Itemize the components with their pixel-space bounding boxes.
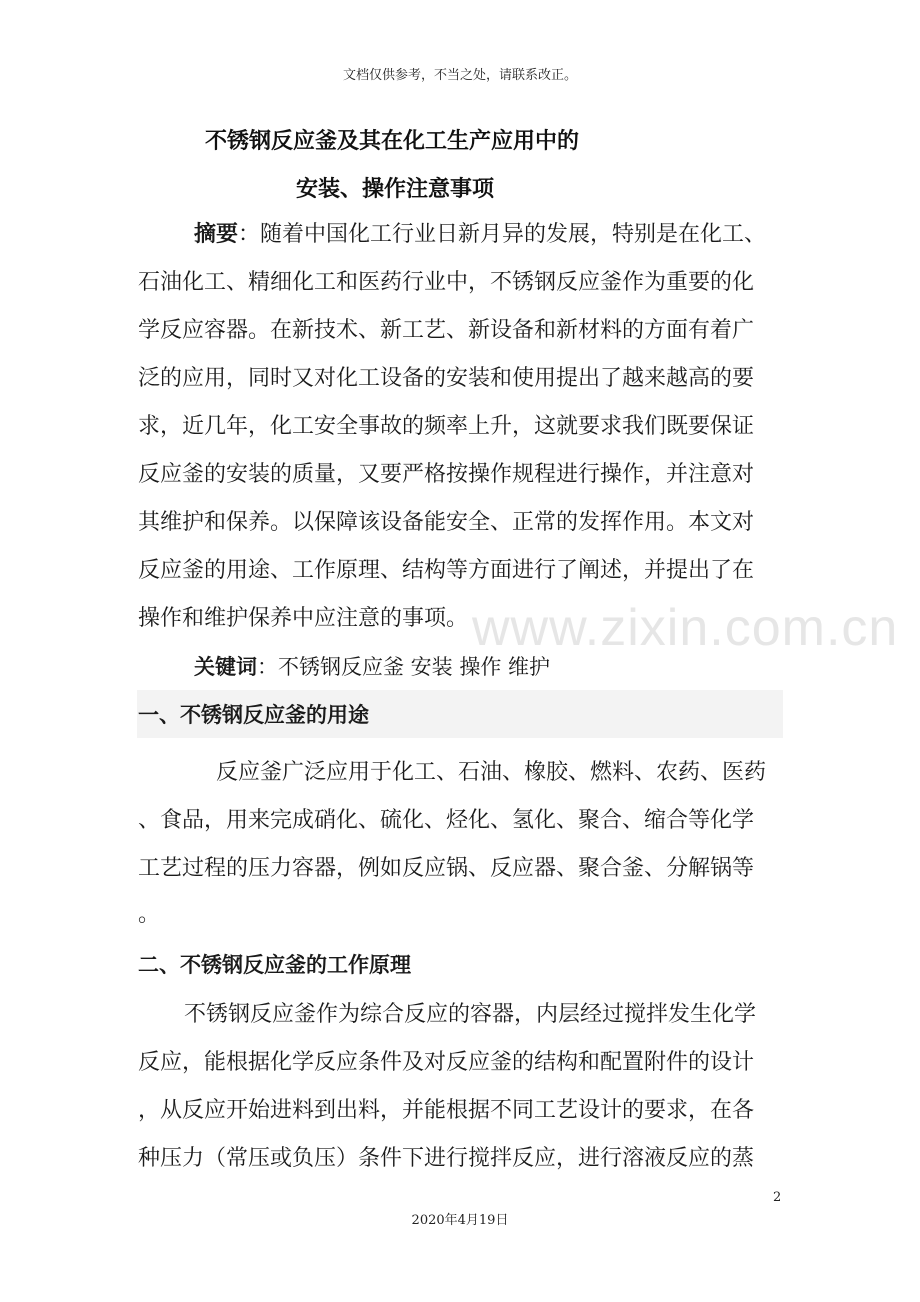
section-2-line-4: 种压力（常压或负压）条件下进行搅拌反应，进行溶液反应的蒸	[138, 1146, 755, 1171]
header-note: 文档仅供参考，不当之处，请联系改正。	[342, 68, 577, 83]
abstract-text: 随着中国化工行业日新月异的发展，特别是在化工、	[260, 222, 767, 247]
abstract-line-2: 石油化工、精细化工和医药行业中，不锈钢反应釜作为重要的化	[138, 270, 755, 295]
abstract-line-6: 反应釜的安装的质量，又要严格按操作规程进行操作，并注意对	[138, 462, 755, 487]
abstract-separator: ：	[238, 222, 261, 247]
section-1-line-3: 工艺过程的压力容器，例如反应锅、反应器、聚合釜、分解锅等	[138, 856, 755, 881]
section-2-heading: 二、不锈钢反应釜的工作原理	[138, 953, 411, 977]
section-1-line-4: 。	[138, 902, 161, 927]
abstract-line-5: 求，近几年，化工安全事故的频率上升，这就要求我们既要保证	[138, 414, 755, 439]
section-2-line-3: ，从反应开始进料到出料，并能根据不同工艺设计的要求，在各	[138, 1098, 755, 1123]
abstract-line-7: 其维护和保养。以保障该设备能安全、正常的发挥作用。本文对	[138, 510, 755, 535]
abstract-line-4: 泛的应用，同时又对化工设备的安装和使用提出了越来越高的要	[138, 366, 755, 391]
watermark-text: www.zixin.com.cn	[472, 599, 899, 657]
abstract-line-3: 学反应容器。在新技术、新工艺、新设备和新材料的方面有着广	[138, 318, 755, 343]
title-line-2: 安装、操作注意事项	[296, 177, 495, 202]
keywords-label: 关键词	[194, 655, 257, 679]
abstract-line-1	[194, 220, 766, 250]
section-1-line-1: 反应釜广泛应用于化工、石油、橡胶、燃料、农药、医药	[216, 760, 767, 785]
abstract-label: 摘要	[194, 222, 239, 247]
title-line-1: 不锈钢反应釜及其在化工生产应用中的	[205, 129, 580, 154]
section-1-line-2: 、食品，用来完成硝化、硫化、烃化、氢化、聚合、缩合等化学	[138, 808, 755, 833]
keywords-line	[194, 652, 550, 682]
keywords-text: ：不锈钢反应釜 安装 操作 维护	[257, 655, 551, 679]
section-2-line-1: 不锈钢反应釜作为综合反应的容器，内层经过搅拌发生化学	[184, 1002, 757, 1027]
abstract-line-9: 操作和维护保养中应注意的事项。	[138, 606, 469, 631]
section-2-line-2: 反应，能根据化学反应条件及对反应釜的结构和配置附件的设计	[138, 1050, 755, 1075]
section-1-heading: 一、不锈钢反应釜的用途	[138, 703, 369, 727]
footer-date: 2020年4月19日	[411, 1213, 509, 1228]
page-number: 2	[773, 1190, 782, 1205]
abstract-line-8: 反应釜的用途、工作原理、结构等方面进行了阐述，并提出了在	[138, 558, 755, 583]
